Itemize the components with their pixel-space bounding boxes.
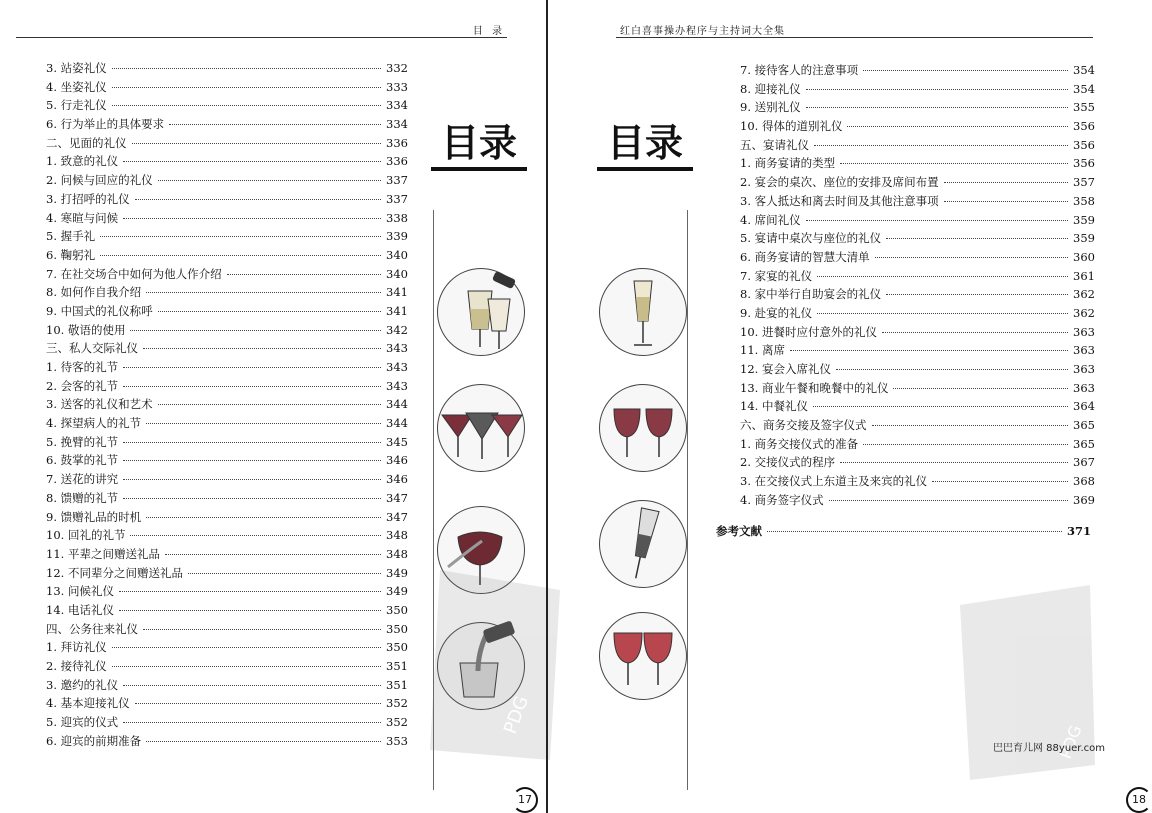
toc-leader-dots xyxy=(143,347,381,349)
toc-entry-label: 1. 商务宴请的类型 xyxy=(740,156,836,171)
toc-entry xyxy=(46,414,408,433)
toc-entry-page: 354 xyxy=(1073,81,1095,96)
toc-leader-dots xyxy=(135,198,381,200)
toc-leader-dots xyxy=(100,235,381,237)
toc-entry-page: 345 xyxy=(386,434,408,449)
toc-entry xyxy=(740,416,1095,435)
toc-entry-label: 11. 平辈之间赠送礼品 xyxy=(46,546,160,561)
toc-entry xyxy=(740,453,1095,472)
toc-entry-label: 8. 家中举行自助宴会的礼仪 xyxy=(740,287,882,302)
toc-leader-dots xyxy=(112,67,381,69)
toc-entry xyxy=(46,601,408,620)
toc-leader-dots xyxy=(806,219,1068,221)
toc-entry-page: 346 xyxy=(386,472,408,487)
toc-leader-dots xyxy=(840,162,1068,164)
toc-entry xyxy=(740,379,1095,398)
toc-leader-dots xyxy=(806,106,1068,108)
toc-entry-label: 四、公务往来礼仪 xyxy=(46,621,138,636)
toc-entry-page: 340 xyxy=(386,247,408,262)
toc-entry-label: 6. 商务宴请的智慧大清单 xyxy=(740,249,870,264)
toc-entry xyxy=(740,285,1095,304)
right-running-head: 红白喜事操办程序与主持词大全集 xyxy=(620,26,785,37)
toc-entry-label: 5. 行走礼仪 xyxy=(46,98,107,113)
toc-entry xyxy=(46,377,408,396)
toc-entry-page: 350 xyxy=(386,602,408,617)
toc-entry xyxy=(46,451,408,470)
toc-entry-page: 362 xyxy=(1073,305,1095,320)
toc-entry xyxy=(46,339,408,358)
toc-entry-label: 8. 迎接礼仪 xyxy=(740,81,801,96)
toc-entry xyxy=(46,171,408,190)
toc-entry-page: 360 xyxy=(1073,249,1095,264)
toc-leader-dots xyxy=(817,275,1068,277)
toc-entry xyxy=(46,732,408,751)
toc-entry-label: 二、见面的礼仪 xyxy=(46,135,127,150)
toc-entry-page: 332 xyxy=(386,61,408,75)
toc-entry-page: 343 xyxy=(386,341,408,356)
toc-leader-dots xyxy=(132,142,382,144)
toc-entry-page: 356 xyxy=(1073,137,1095,152)
toc-entry-page: 339 xyxy=(386,229,408,244)
toc-leader-dots xyxy=(817,312,1068,314)
toc-entry-label: 3. 客人抵达和离去时间及其他注意事项 xyxy=(740,193,939,208)
toc-entry-page: 364 xyxy=(1073,399,1095,414)
left-head-rule xyxy=(16,37,507,38)
toc-leader-dots xyxy=(112,665,381,667)
toc-entry-label: 5. 宴请中桌次与座位的礼仪 xyxy=(740,231,882,246)
toc-entry-page: 340 xyxy=(386,266,408,281)
toc-entry xyxy=(46,209,408,228)
toc-entry xyxy=(46,545,408,564)
toc-entry-page: 346 xyxy=(386,453,408,468)
toc-entry-label: 7. 送花的讲究 xyxy=(46,472,119,487)
toc-leader-dots xyxy=(123,217,381,219)
toc-leader-dots xyxy=(829,499,1068,501)
toc-leader-dots xyxy=(886,293,1068,295)
toc-leader-dots xyxy=(143,628,381,630)
toc-leader-dots xyxy=(813,405,1068,407)
toc-leader-dots xyxy=(158,310,381,312)
toc-entry-page: 354 xyxy=(1073,63,1095,77)
toc-entry-label: 1. 待客的礼节 xyxy=(46,360,119,374)
toc-entry xyxy=(740,360,1095,379)
toc-leader-dots xyxy=(146,516,381,518)
toc-entry-label: 13. 商业午餐和晚餐中的礼仪 xyxy=(740,380,889,395)
toc-entry xyxy=(740,211,1095,230)
toc-leader-dots xyxy=(146,291,381,293)
toc-entry xyxy=(46,470,408,489)
toc-entry xyxy=(740,435,1095,454)
toc-entry xyxy=(740,304,1095,323)
toc-entry-label: 9. 赴宴的礼仪 xyxy=(740,305,813,320)
toc-entry-page: 343 xyxy=(386,378,408,393)
right-title-block xyxy=(597,121,693,171)
toc-entry xyxy=(740,192,1095,211)
toc-leader-dots xyxy=(123,478,381,480)
toc-entry-label: 10. 得体的道别礼仪 xyxy=(740,119,843,134)
right-title: 目录 xyxy=(606,121,683,165)
toc-leader-dots xyxy=(158,403,381,405)
toc-entry-page: 368 xyxy=(1073,474,1095,489)
toc-entry xyxy=(46,395,408,414)
toc-entry-label: 6. 鼓掌的礼节 xyxy=(46,453,119,468)
toc-entry xyxy=(46,676,408,695)
toc-entry-page: 341 xyxy=(386,303,408,318)
toc-leader-dots xyxy=(188,572,381,574)
left-title-bar xyxy=(431,167,527,171)
toc-entry-page: 369 xyxy=(1073,492,1095,507)
toc-entry xyxy=(46,246,408,265)
toc-leader-dots xyxy=(882,331,1068,333)
toc-leader-dots xyxy=(123,684,381,686)
left-page-number: 17 xyxy=(512,787,538,813)
toc-entry-page: 336 xyxy=(386,135,408,150)
toc-entry-label: 7. 家宴的礼仪 xyxy=(740,268,813,283)
toc-entry-label: 4. 寒暄与问候 xyxy=(46,210,119,225)
toc-entry xyxy=(46,526,408,545)
toc-leader-dots xyxy=(112,646,381,648)
toc-entry xyxy=(740,98,1095,117)
toc-entry-page: 361 xyxy=(1073,268,1095,283)
toc-entry xyxy=(46,564,408,583)
toc-entry-label: 1. 致意的礼仪 xyxy=(46,154,119,169)
toc-entry xyxy=(46,620,408,639)
toc-entry-page: 337 xyxy=(386,191,408,206)
site-mark: 巴巴育儿网 88yuer.com xyxy=(993,743,1106,754)
toc-entry-page: 333 xyxy=(386,79,408,94)
toc-entry-label: 3. 打招呼的礼仪 xyxy=(46,191,130,206)
toc-entry-label: 4. 基本迎接礼仪 xyxy=(46,696,130,711)
toc-entry-label: 9. 送别礼仪 xyxy=(740,100,801,115)
toc-leader-dots xyxy=(112,104,381,106)
toc-leader-dots xyxy=(146,422,381,424)
toc-entry xyxy=(46,227,408,246)
toc-entry-label: 5. 迎宾的仪式 xyxy=(46,715,119,730)
toc-leader-dots xyxy=(863,69,1068,71)
toc-leader-dots xyxy=(146,740,381,742)
svg-text:PDG: PDG xyxy=(1055,722,1086,762)
toc-leader-dots xyxy=(814,144,1068,146)
toc-leader-dots xyxy=(158,179,381,181)
toc-entry-page: 334 xyxy=(386,117,408,132)
toc-entry xyxy=(740,154,1095,173)
toc-leader-dots xyxy=(123,721,381,723)
toc-leader-dots xyxy=(886,237,1068,239)
toc-leader-dots xyxy=(119,609,381,611)
toc-leader-dots xyxy=(806,88,1068,90)
toc-entry xyxy=(46,321,408,340)
toc-entry xyxy=(740,248,1095,267)
left-page xyxy=(0,0,547,813)
toc-entry-label: 10. 进餐时应付意外的礼仪 xyxy=(740,324,877,339)
toc-entry-label: 3. 在交接仪式上东道主及来宾的礼仪 xyxy=(740,474,928,489)
toc-leader-dots xyxy=(135,702,381,704)
toc-entry xyxy=(740,61,1095,80)
toc-entry xyxy=(740,472,1095,491)
toc-entry-label: 12. 不同辈分之间赠送礼品 xyxy=(46,565,183,580)
toc-entry-label: 8. 馈赠的礼节 xyxy=(46,490,119,505)
toc-entry xyxy=(740,341,1095,360)
toc-leader-dots xyxy=(227,273,381,275)
toc-entry-page: 344 xyxy=(386,397,408,412)
toc-entry-page: 334 xyxy=(386,98,408,113)
toc-entry-page: 349 xyxy=(386,584,408,599)
toc-entry-page: 338 xyxy=(386,210,408,225)
toc-entry-page: 350 xyxy=(386,640,408,655)
tilted-flute-illustration xyxy=(599,500,687,588)
toc-entry-label: 6. 行为举止的具体要求 xyxy=(46,117,165,132)
references-entry: 参考文献 371 xyxy=(716,524,1091,538)
toc-leader-dots xyxy=(836,368,1068,370)
right-decor-line xyxy=(687,210,688,790)
toc-leader-dots xyxy=(123,160,381,162)
toc-entry-label: 2. 接待礼仪 xyxy=(46,659,107,673)
toc-entry-label: 13. 问候礼仪 xyxy=(46,584,114,599)
toc-entry-page: 359 xyxy=(1073,212,1095,227)
toc-leader-dots xyxy=(165,553,381,555)
toc-entry-label: 1. 拜访礼仪 xyxy=(46,640,107,655)
toc-entry-page: 350 xyxy=(386,621,408,636)
toc-entry xyxy=(740,267,1095,286)
toc-entry-label: 7. 接待客人的注意事项 xyxy=(740,63,859,77)
toc-leader-dots xyxy=(130,329,381,331)
toc-entry-page: 348 xyxy=(386,528,408,543)
toc-entry-page: 356 xyxy=(1073,119,1095,134)
toc-entry-label: 五、宴请礼仪 xyxy=(740,137,809,152)
toc-entry xyxy=(740,117,1095,136)
toc-entry-page: 341 xyxy=(386,285,408,300)
toc-entry-page: 347 xyxy=(386,509,408,524)
toc-entry-page: 359 xyxy=(1073,231,1095,246)
toc-entry-label: 7. 在社交场合中如何为他人作介绍 xyxy=(46,266,222,281)
toc-leader-dots xyxy=(932,480,1068,482)
right-toc xyxy=(740,61,1095,510)
toc-entry-label: 三、私人交际礼仪 xyxy=(46,341,138,356)
toc-leader-dots xyxy=(790,349,1068,351)
toc-entry-page: 353 xyxy=(386,733,408,748)
toc-entry-label: 2. 问候与回应的礼仪 xyxy=(46,173,153,188)
toc-leader-dots xyxy=(112,86,381,88)
toc-entry-page: 362 xyxy=(1073,287,1095,302)
toc-entry-page: 337 xyxy=(386,173,408,188)
toc-entry-label: 11. 离席 xyxy=(740,343,785,358)
toc-entry-label: 5. 握手礼 xyxy=(46,229,96,244)
toc-entry-page: 351 xyxy=(386,659,408,673)
toc-entry-label: 1. 商务交接仪式的准备 xyxy=(740,436,859,451)
toc-leader-dots xyxy=(863,443,1068,445)
toc-leader-dots xyxy=(123,385,381,387)
toc-leader-dots xyxy=(123,459,381,461)
toc-entry-label: 14. 电话礼仪 xyxy=(46,602,114,617)
toc-entry xyxy=(46,59,408,78)
svg-text:PDG: PDG xyxy=(499,693,533,737)
toc-leader-dots xyxy=(123,497,381,499)
left-title: 目录 xyxy=(440,121,517,165)
toc-entry-label: 3. 站姿礼仪 xyxy=(46,61,107,75)
toc-leader-dots xyxy=(119,590,381,592)
toc-entry-label: 4. 坐姿礼仪 xyxy=(46,79,107,94)
toc-entry-label: 2. 宴会的桌次、座位的安排及席间布置 xyxy=(740,175,939,190)
toc-entry-label: 4. 席间礼仪 xyxy=(740,212,801,227)
toc-leader-dots xyxy=(847,125,1068,127)
left-title-block xyxy=(431,121,527,171)
toc-entry-page: 355 xyxy=(1073,100,1095,115)
toc-entry-page: 363 xyxy=(1073,380,1095,395)
toc-entry xyxy=(46,713,408,732)
toc-entry-page: 342 xyxy=(386,322,408,337)
toc-leader-dots xyxy=(893,387,1068,389)
toc-entry-label: 6. 迎宾的前期准备 xyxy=(46,733,142,748)
toc-entry-label: 9. 馈赠礼品的时机 xyxy=(46,509,142,524)
toc-entry xyxy=(46,358,408,377)
toc-entry xyxy=(46,265,408,284)
toc-entry xyxy=(46,582,408,601)
toc-entry-label: 6. 鞠躬礼 xyxy=(46,247,96,262)
toc-entry-page: 363 xyxy=(1073,343,1095,358)
toc-entry-page: 336 xyxy=(386,154,408,169)
toc-entry xyxy=(46,508,408,527)
toc-entry-label: 5. 挽臂的礼节 xyxy=(46,434,119,449)
toc-leader-dots xyxy=(872,424,1069,426)
two-wine-glasses-illustration xyxy=(599,384,687,472)
right-page-number: 18 xyxy=(1126,787,1152,813)
toc-entry xyxy=(46,302,408,321)
toc-entry xyxy=(46,78,408,97)
toc-entry xyxy=(740,173,1095,192)
toc-entry-label: 4. 商务签字仪式 xyxy=(740,492,824,507)
toc-entry-page: 358 xyxy=(1073,193,1095,208)
toc-entry xyxy=(46,190,408,209)
toc-entry xyxy=(46,115,408,134)
toc-entry-page: 351 xyxy=(386,677,408,692)
toc-entry-page: 363 xyxy=(1073,362,1095,376)
toc-entry-label: 3. 邀约的礼仪 xyxy=(46,677,119,692)
toc-entry xyxy=(46,152,408,171)
toc-entry-page: 357 xyxy=(1073,175,1095,190)
toc-entry xyxy=(46,638,408,657)
toc-entry xyxy=(740,136,1095,155)
left-toc xyxy=(46,59,408,750)
toc-entry-label: 4. 探望病人的礼节 xyxy=(46,416,142,431)
toc-entry xyxy=(46,283,408,302)
toc-entry-label: 3. 送客的礼仪和艺术 xyxy=(46,397,153,412)
toc-leader-dots xyxy=(169,123,381,125)
toc-entry xyxy=(46,433,408,452)
toc-entry xyxy=(46,694,408,713)
toc-entry-label: 10. 回礼的礼节 xyxy=(46,528,126,543)
toc-entry-page: 343 xyxy=(386,360,408,374)
toc-entry-page: 365 xyxy=(1073,418,1095,433)
toc-entry xyxy=(46,657,408,676)
toc-entry xyxy=(46,489,408,508)
toc-entry-page: 344 xyxy=(386,416,408,431)
toc-entry-label: 2. 会客的礼节 xyxy=(46,378,119,393)
toc-entry xyxy=(740,229,1095,248)
toc-entry xyxy=(46,134,408,153)
toc-leader-dots xyxy=(123,366,381,368)
toc-leader-dots xyxy=(875,256,1068,258)
toc-leader-dots xyxy=(944,181,1068,183)
toc-entry-label: 14. 中餐礼仪 xyxy=(740,399,808,414)
toc-entry-label: 9. 中国式的礼仪称呼 xyxy=(46,303,153,318)
toc-leader-dots xyxy=(840,461,1068,463)
toc-entry-label: 8. 如何作自我介绍 xyxy=(46,285,142,300)
toc-entry-page: 367 xyxy=(1073,455,1095,470)
toc-entry xyxy=(740,397,1095,416)
toc-entry-page: 349 xyxy=(386,565,408,580)
toc-leader-dots xyxy=(123,441,381,443)
toc-entry-label: 12. 宴会入席礼仪 xyxy=(740,362,831,376)
toc-entry-label: 六、商务交接及签字仪式 xyxy=(740,418,867,433)
right-title-bar xyxy=(597,167,693,171)
toast-glasses-illustration xyxy=(599,612,687,700)
toc-entry-page: 352 xyxy=(386,715,408,730)
toc-entry-page: 356 xyxy=(1073,156,1095,171)
toc-entry-label: 2. 交接仪式的程序 xyxy=(740,455,836,470)
left-running-head: 目 录 xyxy=(472,26,505,37)
toc-leader-dots xyxy=(130,534,381,536)
champagne-glasses-illustration xyxy=(437,268,525,356)
toc-entry xyxy=(740,80,1095,99)
toc-leader-dots xyxy=(100,254,381,256)
toc-entry-page: 348 xyxy=(386,546,408,561)
cocktail-glasses-illustration xyxy=(437,384,525,472)
toc-entry xyxy=(740,323,1095,342)
flute-glass-illustration xyxy=(599,268,687,356)
toc-entry-page: 363 xyxy=(1073,324,1095,339)
toc-entry xyxy=(46,96,408,115)
toc-entry-label: 10. 敬语的使用 xyxy=(46,322,126,337)
toc-entry-page: 347 xyxy=(386,490,408,505)
toc-leader-dots xyxy=(944,200,1068,202)
toc-entry-page: 352 xyxy=(386,696,408,711)
right-head-rule xyxy=(616,37,1093,38)
toc-entry xyxy=(740,491,1095,510)
toc-entry-page: 365 xyxy=(1073,436,1095,451)
